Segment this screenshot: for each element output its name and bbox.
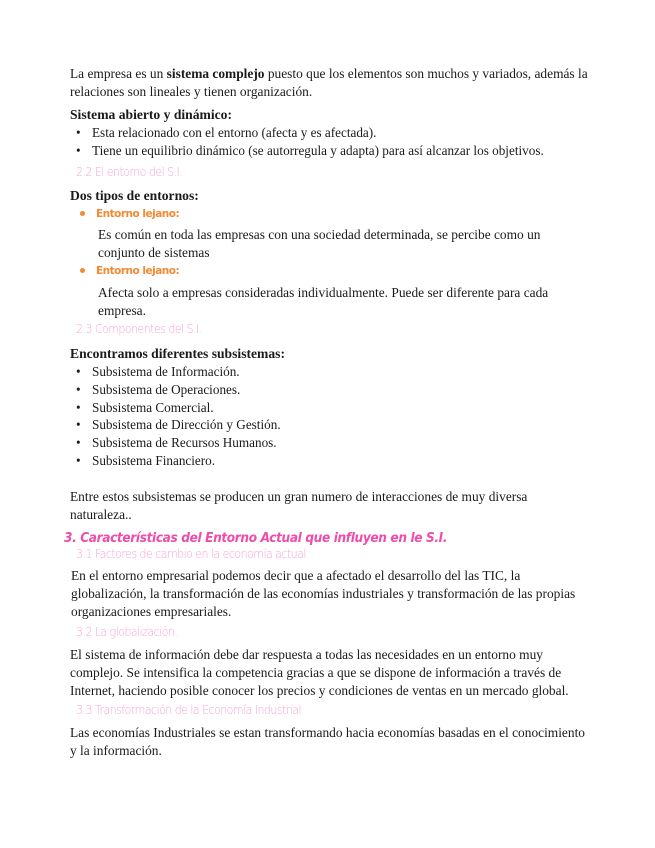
section-3-3-title: 3.3 Transformación de la Economía Industrial: [76, 702, 302, 717]
entornos-heading: Dos tipos de entornos:: [70, 188, 199, 203]
list-item: • Subsistema de Operaciones.: [70, 381, 590, 399]
intro-bold: sistema complejo: [166, 66, 265, 81]
section-3-title: 3. Características del Entorno Actual que influyen en le S.I.: [64, 530, 448, 546]
entornos-heading-block: [70, 187, 590, 205]
intro-post: puesto que los elementos son muchos y variados, además la relaciones son lineales y tienen organización.: [70, 66, 588, 99]
list-item: • Subsistema de Recursos Humanos.: [70, 434, 590, 452]
section-3-1-title: 3.1 Factores de cambio en la economía actual: [76, 546, 306, 561]
entorno-label-text: Entorno lejano:: [96, 265, 180, 277]
section-3-3-text: [70, 724, 590, 760]
entorno-text-2: [98, 284, 568, 320]
subsystems-closing: [70, 488, 590, 524]
entorno-description: Es común en toda las empresas con una sociedad determinada, se percibe como un conjunto de sistemas: [98, 227, 541, 260]
list-item: • Subsistema de Dirección y Gestión.: [70, 416, 590, 434]
closing-text: Entre estos subsistemas se producen un gran numero de interacciones de muy diversa naturaleza..: [70, 489, 528, 522]
entorno-label-text: Entorno lejano:: [96, 208, 180, 220]
section-2-2-title: 2.2 El entorno del S.I.: [76, 164, 183, 179]
subsystems-block: [70, 345, 590, 470]
entorno-description: Afecta solo a empresas consideradas individualmente. Puede ser diferente para cada empresa.: [98, 285, 549, 318]
section-3-2-title: 3.2 La globalización.: [76, 624, 178, 639]
subsystems-list: [70, 363, 590, 470]
list-item: • Subsistema Financiero.: [70, 452, 590, 470]
subsystems-heading: Encontramos diferentes subsistemas:: [70, 346, 285, 361]
list-item: • Subsistema Comercial.: [70, 399, 590, 417]
orange-bullet-icon: [80, 211, 85, 216]
intro-pre: La empresa es un: [70, 66, 167, 81]
intro-paragraph: [70, 65, 590, 101]
open-system-heading: Sistema abierto y dinámico:: [70, 107, 232, 122]
paragraph: El sistema de información debe dar respuesta a todas las necesidades en un entorno muy complejo. Se intensifica la competencia gracias a que se dispone de información a través de Internet, haciendo posible conocer los precios y condiciones de ventas en un mercado global.: [70, 647, 569, 698]
section-3-1-text: [71, 567, 591, 621]
entorno-text-1: [98, 226, 568, 262]
list-item: • Subsistema de Información.: [70, 363, 590, 381]
open-system-list: [70, 124, 590, 160]
paragraph: Las economías Industriales se estan transformando hacia economías basadas en el conocimiento y la información.: [70, 725, 585, 758]
paragraph: En el entorno empresarial podemos decir que a afectado el desarrollo del las TIC, la globalización, la transformación de las economías industriales y transformación de las propias organizaciones empresariales.: [71, 568, 576, 619]
section-2-3-title: 2.3 Componentes del S.I.: [76, 321, 202, 336]
open-system-block: [70, 106, 590, 160]
entorno-label-2: [80, 265, 179, 277]
entorno-label-1: [80, 208, 179, 220]
section-3-2-text: [70, 646, 590, 700]
list-item: • Esta relacionado con el entorno (afecta y es afectada).: [70, 124, 590, 142]
list-item: • Tiene un equilibrio dinámico (se autorregula y adapta) para así alcanzar los objetivos.: [70, 142, 590, 160]
orange-bullet-icon: [80, 268, 85, 273]
